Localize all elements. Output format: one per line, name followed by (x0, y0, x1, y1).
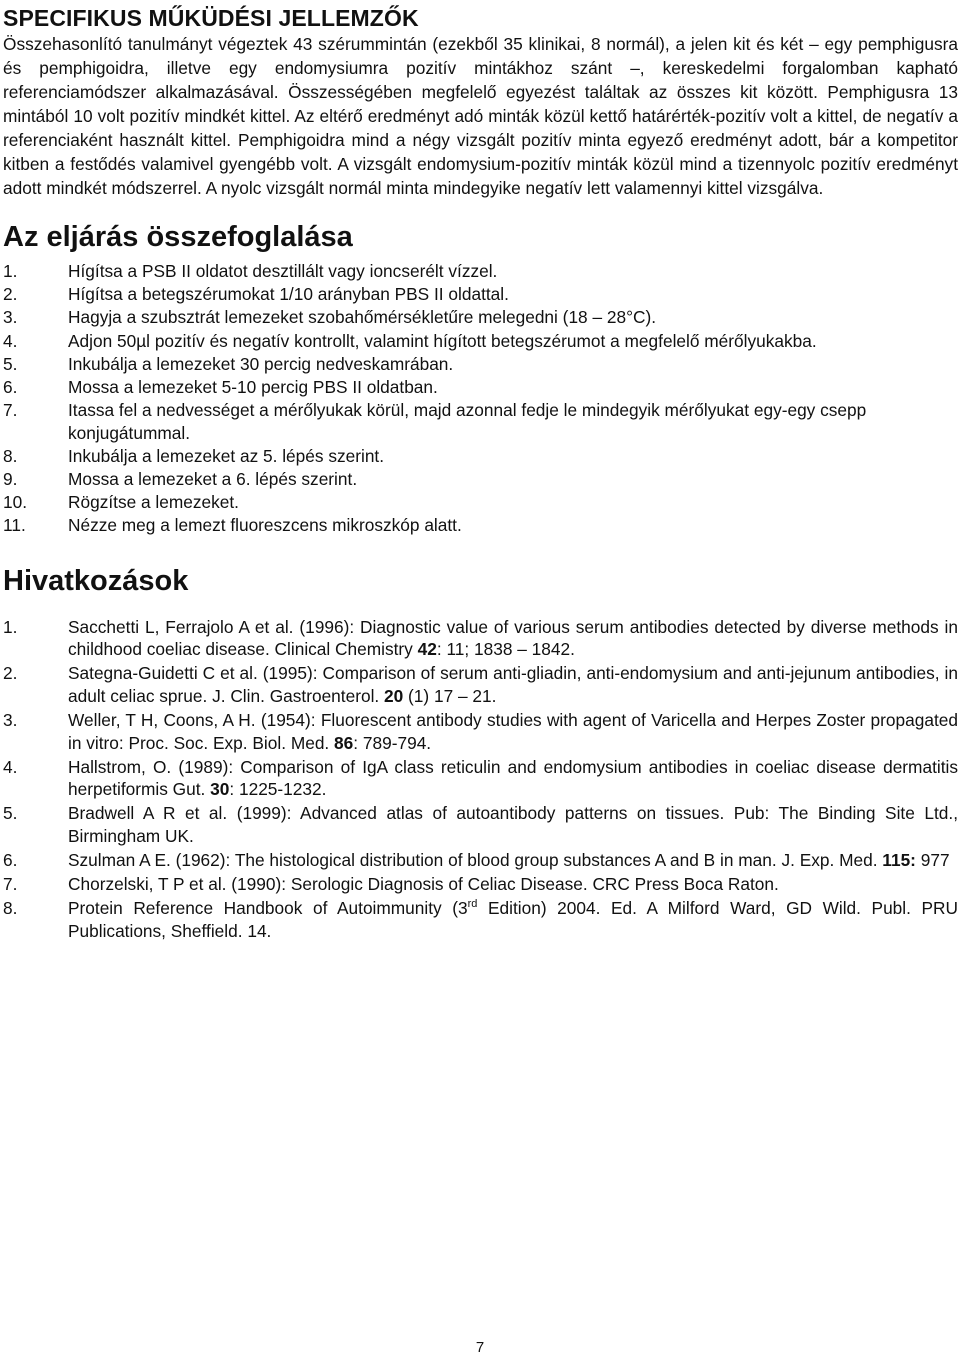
procedure-step (3, 399, 958, 444)
step-number: 5. (3, 353, 18, 374)
step-text: Hígítsa a PSB II oldatot desztillált vagy ioncserélt vízzel. (68, 261, 498, 281)
procedure-step (3, 330, 958, 353)
step-number: 7. (3, 400, 18, 421)
procedure-step (3, 260, 958, 283)
reference-text: Sacchetti L, Ferrajolo A et al. (1996): Diagnostic value of various serum antibodies detected by diverse methods in childhood coeliac disease. Clinical Chemistry (68, 616, 958, 660)
reference-item (3, 897, 958, 942)
procedure-step (3, 353, 958, 376)
step-text: Rögzítse a lemezeket. (68, 492, 239, 513)
reference-number: 2. (3, 663, 18, 684)
reference-text-tail: : 11; 1838 – 1842. (436, 639, 575, 660)
reference-text-tail: : 1225-1232. (229, 779, 327, 800)
reference-superscript: rd (467, 898, 478, 911)
procedure-heading: Az eljárás összefoglalása (3, 221, 353, 253)
reference-text: Weller, T H, Coons, A H. (1954): Fluorescent antibody studies with agent of Varicella and Herpes Zoster propagated in vitro: Proc. Soc. Exp. Biol. Med. (68, 710, 958, 753)
reference-volume: 86 (334, 732, 354, 753)
step-text: Inkubálja a lemezeket az 5. lépés szerint. (68, 445, 385, 466)
reference-text: Szulman A E. (1962): The histological distribution of blood group substances A and B in man. J. Exp. Med. (68, 849, 883, 870)
reference-number: 3. (3, 710, 18, 731)
step-text: Itassa fel a nedvességet a mérőlyukak körül, majd azonnal fedje le mindegyik mérőlyukat egy-egy csepp konjugátummal. (68, 400, 867, 443)
step-text: Mossa a lemezeket 5-10 percig PBS II oldatban. (68, 376, 438, 397)
procedure-step (3, 514, 958, 537)
reference-item (3, 662, 958, 707)
reference-volume: 20 (384, 685, 404, 706)
reference-text-tail: Edition) 2004. Ed. A Milford Ward, GD Wild. Publ. PRU Publications, Sheffield. 14. (68, 898, 958, 941)
step-text: Hígítsa a betegszérumokat 1/10 arányban PBS II oldattal. (68, 284, 509, 305)
reference-text: Protein Reference Handbook of Autoimmunity (3 (68, 898, 468, 919)
step-number: 4. (3, 330, 18, 351)
reference-item (3, 756, 958, 801)
reference-volume: 115: (882, 849, 916, 870)
step-number: 8. (3, 445, 18, 466)
reference-number: 6. (3, 849, 18, 870)
step-number: 2. (3, 284, 18, 305)
procedure-step (3, 376, 958, 399)
step-text: Hagyja a szubsztrát lemezeket szobahőmérsékletűre melegedni (18 – 28°C). (68, 307, 657, 328)
reference-number: 8. (3, 898, 18, 919)
reference-item (3, 802, 958, 847)
references-list (3, 616, 958, 942)
step-number: 1. (3, 261, 18, 281)
procedure-step (3, 491, 958, 514)
reference-item (3, 616, 958, 661)
reference-volume: 30 (210, 779, 230, 800)
reference-number: 4. (3, 756, 18, 777)
reference-text-tail: (1) 17 – 21. (403, 685, 497, 706)
page-number: 7 (475, 1339, 485, 1356)
step-number: 10. (3, 492, 28, 513)
reference-item (3, 849, 958, 872)
references-heading: Hivatkozások (3, 564, 189, 597)
intro-paragraph: Összehasonlító tanulmányt végeztek 43 szérummintán (ezekből 35 klinikai, 8 normál), a jelen kit és két – egy pemphigusra és pemphigoidra, illetve egy endomysiumra pozitív mintákhoz szánt –, kereskedelmi forgalomban kapható referenciamódszer alkalmazásával. Összességében megfelelő egyezést találtak az összes kit között. Pemphigusra 13 mintából 10 volt pozitív mindkét kittel. Az eltérő eredményt adó minták közül kettő határérték-pozitív volt a kittel, de negatív a referenciaként használt kittel. Pemphigoidra mind a négy vizsgált pozitív minta egyező eredményt adott, bár a kompetitor kitben a festődés valamivel gyengébb volt. A vizsgált endomysium-pozitív minták közül mind a tizennyolc pozitív eredményt adott mindkét módszerrel. A nyolc vizsgált normál minta mindegyike negatív lett valamennyi kittel vizsgálva. (3, 34, 958, 198)
step-text: Nézze meg a lemezt fluoreszcens mikroszkóp alatt. (68, 515, 462, 536)
reference-text: Bradwell A R et al. (1999): Advanced atlas of autoantibody patterns on tissues. Pub: The Binding Site Ltd., Birmingham UK. (68, 803, 958, 846)
reference-text-tail: : 789-794. (353, 732, 432, 753)
procedure-step (3, 445, 958, 468)
procedure-step (3, 306, 958, 329)
step-text: Inkubálja a lemezeket 30 percig nedveskamrában. (68, 353, 454, 374)
reference-text: Chorzelski, T P et al. (1990): Serologic Diagnosis of Celiac Disease. CRC Press Boca Raton. (68, 873, 779, 894)
procedure-step (3, 283, 958, 306)
reference-item (3, 873, 958, 896)
step-number: 9. (3, 469, 18, 489)
step-text: Mossa a lemezeket a 6. lépés szerint. (68, 469, 358, 489)
procedure-steps-list (3, 260, 958, 537)
reference-number: 5. (3, 803, 18, 824)
section-title: SPECIFIKUS MŰKÜDÉSI JELLEMZŐK (3, 5, 419, 31)
procedure-step (3, 468, 958, 491)
step-text: Adjon 50µl pozitív és negatív kontrollt, valamint hígított betegszérumot a megfelelő mérőlyukakba. (68, 330, 817, 351)
reference-number: 1. (3, 616, 18, 637)
reference-volume: 42 (417, 639, 437, 660)
document-page (3, 0, 958, 944)
reference-text: Hallstrom, O. (1989): Comparison of IgA class reticulin and endomysium antibodies in coeliac disease dermatitis herpetiformis Gut. (68, 756, 958, 800)
step-number: 6. (3, 376, 18, 397)
reference-item (3, 709, 958, 754)
reference-text-tail: 977 (915, 849, 950, 870)
step-number: 11. (3, 515, 26, 536)
reference-number: 7. (3, 873, 18, 894)
step-number: 3. (3, 307, 18, 328)
reference-text: Sategna-Guidetti C et al. (1995): Comparison of serum anti-gliadin, anti-endomysium and anti-jejunum antibodies, in adult celiac sprue. J. Clin. Gastroenterol. (68, 663, 958, 706)
